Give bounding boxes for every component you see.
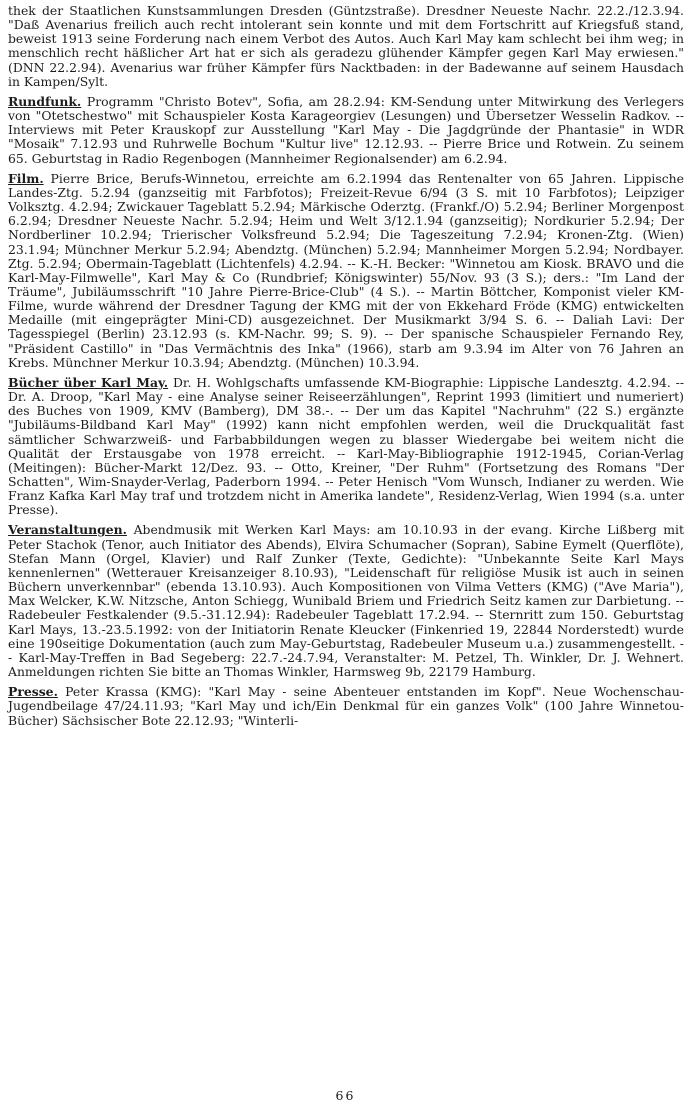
section-veranstaltungen (8, 523, 684, 679)
section-film (8, 172, 684, 370)
section-paragraph (8, 172, 684, 370)
section-presse (8, 685, 684, 727)
page-number: 66 (335, 1088, 356, 1103)
section-text-buecher: Dr. H. Wohlgschafts umfassende KM-Biographie: Lippische Landesztg. 4.2.94. -- Dr. A. Droop, "Karl May - eine Analyse seiner Reiseerzählungen", Reprint 1993 (limitiert und numeriert) des Buches von 1909, KMV (Bamberg), DM 38.-. -- Der um das Kapitel "Nachruhm" (22 S.) ergänzte "Jubiläums-Bildband Karl May" (1992) kann nicht empfohlen werden, weil die Druckqualität fast sämtlicher Schwarzweiß- und Farbabbildungen wegen zu blasser Wiedergabe bei weitem nicht die Qualität der Erstausgabe von 1978 erreicht. -- Karl-May-Bibliographie 1912-1945, Corian-Verlag (Meitingen): Bücher-Markt 12/Dez. 93. -- Otto, Kreiner, "Der Ruhm" (Fortsetzung des Romans "Der Schatten", Wim-Snayder-Verlag, Paderborn 1994. -- Peter Henisch "Vom Wunsch, Indianer zu werden. Wie Franz Kafka Karl May traf und trotzdem nicht in Amerika landete", Residenz-Verlag, Wien 1994 (s.a. unter Presse). (8, 374, 685, 518)
section-paragraph (8, 685, 684, 727)
section-heading-presse: Presse. (8, 684, 58, 700)
section-heading-buecher: Bücher über Karl May. (8, 374, 169, 390)
intro-paragraph (8, 4, 684, 89)
section-paragraph (8, 95, 684, 166)
section-text-veranstaltungen: Abendmusik mit Werken Karl Mays: am 10.10.93 in der evang. Kirche Lißberg mit Peter Stachok (Tenor, auch Initiator des Abends), Elvira Schumacher (Sopran), Sabine Eymelt (Querflöte), Stefan Mann (Orgel, Klavier) und Ralf Zunker (Texte, Gedichte): "Unbekannte Seite Karl Mays kennenlernen" (Wetterauer Kreisanzeiger 8.10.93), "Leidenschaft für religiöse Musik ist auch in seinen Büchern unverkennbar" (ebenda 13.10.93). Auch Kompositionen von Vilma Vetters (KMG) ("Ave Maria"), Max Welcker, K.W. Nitzsche, Anton Schiegg, Wunibald Briem und Friedrich Seitz kamen zur Darbietung. -- Radebeuler Festkalender (9.5.-31.12.94): Radebeuler Tageblatt 17.2.94. -- Sternritt zum 150. Geburtstag Karl Mays, 13.-23.5.1992: von der Initiatorin Renate Kleucker (Finkenried 19, 22844 Norderstedt) wurde eine 190seitige Dokumentation (auch zum May-Geburtstag, Radebeuler Museum u.a.) zusammengestellt. -- Karl-May-Treffen in Bad Segeberg: 22.7.-24.7.94, Veranstalter: M. Petzel, Th. Winkler, Dr. J. Wehnert. Anmeldungen richten Sie bitte an Thomas Winkler, Harmsweg 9b, 22179 Hamburg. (8, 522, 684, 680)
section-text-rundfunk: Programm "Christo Botev", Sofia, am 28.2.94: KM-Sendung unter Mitwirkung des Verlegers von "Otetschestwo" mit Schauspieler Kosta Karageorgiev (Lesungen) und Übersetzer Wesselin Radkov. -- Interviews mit Peter Krauskopf zur Ausstellung "Karl May - Die Jagdgründe der Phantasie" in WDR "Mosaik" 7.12.93 und Ruhrwelle Bochum "Kultur live" 12.12.93. -- Pierre Brice und Rotwein. Zu seinem 65. Geburtstag in Radio Regenbogen (Mannheimer Regionalsender) am 6.2.94. (8, 93, 684, 166)
section-rundfunk (8, 95, 684, 166)
section-text-presse: Peter Krassa (KMG): "Karl May - seine Abenteuer entstanden im Kopf". Neue Wochenschau-Jugendbeilage 47/24.11.93; "Karl May und ich/Ein Denkmal für ein ganzes Volk" (100 Jahre Winnetou-Bücher) Sächsischer Bote 22.12.93; "Winterli- (8, 684, 684, 728)
section-heading-veranstaltungen: Veranstaltungen. (8, 522, 127, 538)
section-paragraph (8, 376, 684, 518)
section-text-film: Pierre Brice, Berufs-Winnetou, erreichte am 6.2.1994 das Rentenalter von 65 Jahren. Lippische Landes-Ztg. 5.2.94 (ganzseitig mit Farbfotos); Freizeit-Revue 6/94 (3 S. mit 10 Farbfotos); Leipziger Volksztg. 4.2.94; Zwickauer Tageblatt 5.2.94; Märkische Oderztg. (Frankf./O) 5.2.94; Berliner Morgenpost 6.2.94; Dresdner Neueste Nachr. 5.2.94; Heim und Welt 3/12.1.94 (ganzseitig); Nordkurier 5.2.94; Der Nordberliner 10.2.94; Trierischer Volksfreund 5.2.94; Die Tageszeitung 7.2.94; Kronen-Ztg. (Wien) 23.1.94; Münchner Merkur 5.2.94; Abendztg. (München) 5.2.94; Mannheimer Morgen 5.2.94; Nordbayer. Ztg. 5.2.94; Obermain-Tageblatt (Lichtenfels) 4.2.94. -- K.-H. Becker: "Winnetou am Kiosk. BRAVO und die Karl-May-Filmwelle", Karl May & Co (Rundbrief; Königswinter) 55/Nov. 93 (3 S.); ders.: "Im Land der Träume", Jubiläumsschrift "10 Jahre Pierre-Brice-Club" (4 S.). -- Martin Böttcher, Komponist vieler KM-Filme, wurde während der Dresdner Tagung der KMG mit der von Ekkehard Fröde (KMG) entwickelten Medaille (mit eingeprägter Mini-CD) ausgezeichnet. Der Musikmarkt 3/94 S. 6. -- Daliah Lavi: Der Tagesspiegel (Berlin) 23.12.93 (s. KM-Nachr. 99; S. 9). -- Der spanische Schauspieler Fernando Rey, "Präsident Castillo" in "Das Vermächtnis des Inka" (1966), starb am 9.3.94 im Alter von 76 Jahren an Krebs. Münchner Merkur 10.3.94; Abendztg. (München) 10.3.94. (8, 170, 684, 370)
section-buecher (8, 376, 684, 518)
section-heading-rundfunk: Rundfunk. (8, 93, 82, 109)
section-heading-film: Film. (8, 170, 44, 186)
section-paragraph (8, 523, 684, 679)
intro-text: thek der Staatlichen Kunstsammlungen Dresden (Güntzstraße). Dresdner Neueste Nachr. 22.2./12.3.94. "Daß Avenarius freilich auch recht intolerant sein konnte und mit dem Fortschritt auf Kriegsfuß stand, beweist 1913 seine Forderung nach einem Verbot des Autos. Auch Karl May kam schlecht bei ihm weg; in menschlich recht häßlicher Art hat er sich als geradezu glühender Kämpfer gegen Karl May erwiesen." (DNN 22.2.94). Avenarius war früher Kämpfer fürs Nacktbaden: in der Badewanne auf seinem Hausdach in Kampen/Sylt. (8, 3, 684, 89)
document-page (8, 4, 684, 734)
